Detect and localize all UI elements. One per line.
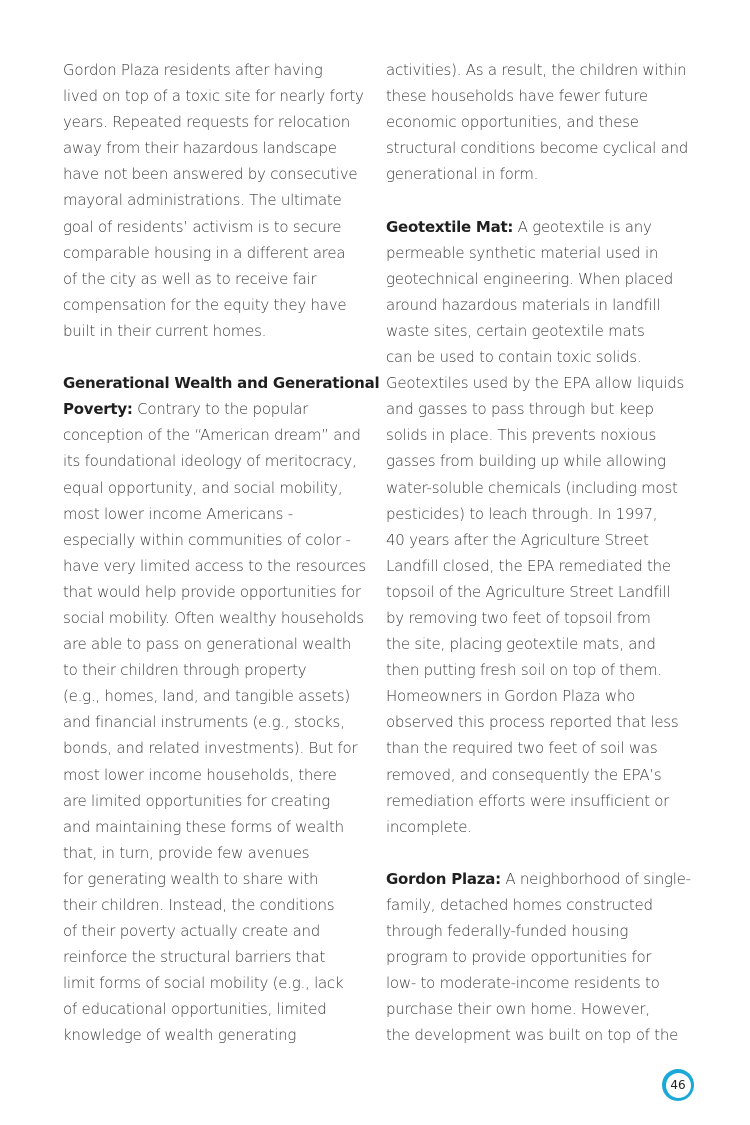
paragraph-gap bbox=[386, 840, 696, 866]
text-line: generational in form. bbox=[386, 165, 539, 184]
definition-text: A neighborhood of single- bbox=[500, 869, 691, 888]
text-line: program to provide opportunities for bbox=[386, 948, 652, 967]
left-column bbox=[63, 57, 380, 1049]
text-line: knowledge of wealth generating bbox=[63, 1026, 297, 1045]
paragraph-gordon-plaza-residents bbox=[63, 57, 369, 344]
text-line: topsoil of the Agriculture Street Landfill bbox=[386, 582, 671, 601]
text-line: the development was built on top of the bbox=[386, 1026, 679, 1045]
text-line: compensation for the equity they have bbox=[63, 295, 347, 314]
text-line: economic opportunities, and these bbox=[386, 113, 639, 132]
text-line: permeable synthetic material used in bbox=[386, 243, 659, 262]
text-line: can be used to contain toxic solids. bbox=[386, 348, 642, 367]
page-number-badge bbox=[662, 1069, 694, 1101]
page-number: 46 bbox=[666, 1073, 691, 1098]
text-line: comparable housing in a different area bbox=[63, 243, 346, 262]
text-line: incomplete. bbox=[386, 817, 472, 836]
text-line bbox=[63, 396, 369, 422]
text-line: have not been answered by consecutive bbox=[63, 165, 358, 184]
text-line: that would help provide opportunities for bbox=[63, 582, 361, 601]
text-line: than the required two feet of soil was bbox=[386, 739, 658, 758]
text-line: through federally-funded housing bbox=[386, 922, 629, 941]
glossary-entry-gordon-plaza bbox=[386, 866, 696, 1049]
text-line: lived on top of a toxic site for nearly forty bbox=[63, 87, 364, 106]
text-line: social mobility. Often wealthy households bbox=[63, 608, 364, 627]
text-line: pesticides) to leach through. In 1997, bbox=[386, 504, 658, 523]
text-line: mayoral administrations. The ultimate bbox=[63, 191, 342, 210]
text-line: to their children through property bbox=[63, 661, 307, 680]
text-line: by removing two feet of topsoil from bbox=[386, 608, 651, 627]
text-line: geotechnical engineering. When placed bbox=[386, 269, 674, 288]
text-line: Landfill closed, the EPA remediated the bbox=[386, 556, 671, 575]
text-line: family, detached homes constructed bbox=[386, 896, 653, 914]
right-column bbox=[386, 57, 696, 1049]
text-line: especially within communities of color - bbox=[63, 530, 351, 549]
text-line: most lower income Americans - bbox=[63, 504, 293, 523]
text-line: observed this process reported that less bbox=[386, 713, 679, 732]
text-line: then putting fresh soil on top of them. bbox=[386, 661, 662, 680]
text-line: (e.g., homes, land, and tangible assets) bbox=[63, 687, 350, 706]
text-line: away from their hazardous landscape bbox=[63, 139, 337, 158]
text-line: the site, placing geotextile mats, and bbox=[386, 635, 656, 654]
text-line: activities). As a result, the children within bbox=[386, 61, 687, 79]
text-line: equal opportunity, and social mobility, bbox=[63, 478, 343, 497]
glossary-entry-generational-wealth bbox=[63, 370, 380, 1048]
paragraph-gap bbox=[63, 344, 369, 370]
paragraph-continuation bbox=[386, 57, 696, 187]
text-line: are able to pass on generational wealth bbox=[63, 635, 351, 654]
text-line: bonds, and related investments). But for bbox=[63, 739, 358, 758]
text-line: most lower income households, there bbox=[63, 765, 337, 784]
text-line: these households have fewer future bbox=[386, 87, 648, 106]
text-line: low- to moderate-income residents to bbox=[386, 974, 660, 993]
text-line: gasses from building up while allowing bbox=[386, 452, 666, 471]
glossary-term: Poverty: bbox=[63, 400, 133, 419]
text-line: reinforce the structural barriers that bbox=[63, 948, 326, 967]
text-line: limit forms of social mobility (e.g., lack bbox=[63, 974, 344, 993]
text-line: for generating wealth to share with bbox=[63, 869, 319, 888]
definition-text: A geotextile is any bbox=[513, 217, 652, 236]
text-line: purchase their own home. However, bbox=[386, 1000, 650, 1019]
text-line: water-soluble chemicals (including most bbox=[386, 478, 678, 497]
text-line: and financial instruments (e.g., stocks, bbox=[63, 713, 345, 732]
text-line: Homeowners in Gordon Plaza who bbox=[386, 687, 636, 706]
text-line: 40 years after the Agriculture Street bbox=[386, 530, 649, 549]
text-line: of educational opportunities, limited bbox=[63, 1000, 327, 1019]
text-line: of the city as well as to receive fair bbox=[63, 269, 317, 288]
glossary-term: Geotextile Mat: bbox=[386, 217, 514, 236]
text-line bbox=[386, 866, 696, 892]
text-line: built in their current homes. bbox=[63, 321, 267, 340]
text-line: structural conditions become cyclical and bbox=[386, 139, 689, 158]
text-line: its foundational ideology of meritocracy, bbox=[63, 452, 357, 471]
text-line: waste sites, certain geotextile mats bbox=[386, 321, 645, 340]
text-line: are limited opportunities for creating bbox=[63, 791, 330, 810]
definition-text: Contrary to the popular bbox=[132, 400, 309, 419]
text-line: solids in place. This prevents noxious bbox=[386, 426, 657, 445]
text-line: and maintaining these forms of wealth bbox=[63, 817, 344, 836]
text-line: years. Repeated requests for relocation bbox=[63, 113, 350, 132]
text-line: have very limited access to the resources bbox=[63, 556, 366, 575]
glossary-term: Gordon Plaza: bbox=[386, 869, 501, 888]
text-line: Geotextiles used by the EPA allow liquids bbox=[386, 374, 685, 393]
glossary-term: Generational Wealth and Generational bbox=[63, 374, 380, 393]
text-line: around hazardous materials in landfill bbox=[386, 295, 661, 314]
text-line: that, in turn, provide few avenues bbox=[63, 843, 310, 862]
text-line: and gasses to pass through but keep bbox=[386, 400, 654, 419]
text-line: goal of residents’ activism is to secure bbox=[63, 217, 342, 236]
text-line: of their poverty actually create and bbox=[63, 922, 321, 941]
text-line: removed, and consequently the EPA’s bbox=[386, 765, 662, 784]
glossary-entry-geotextile-mat bbox=[386, 214, 696, 840]
text-line: Gordon Plaza residents after having bbox=[63, 61, 323, 79]
text-line: remediation efforts were insufficient or bbox=[386, 791, 670, 810]
text-line: conception of the “American dream” and bbox=[63, 426, 361, 445]
text-line bbox=[386, 214, 696, 240]
text-line: their children. Instead, the conditions bbox=[63, 896, 335, 914]
paragraph-gap bbox=[386, 187, 696, 213]
